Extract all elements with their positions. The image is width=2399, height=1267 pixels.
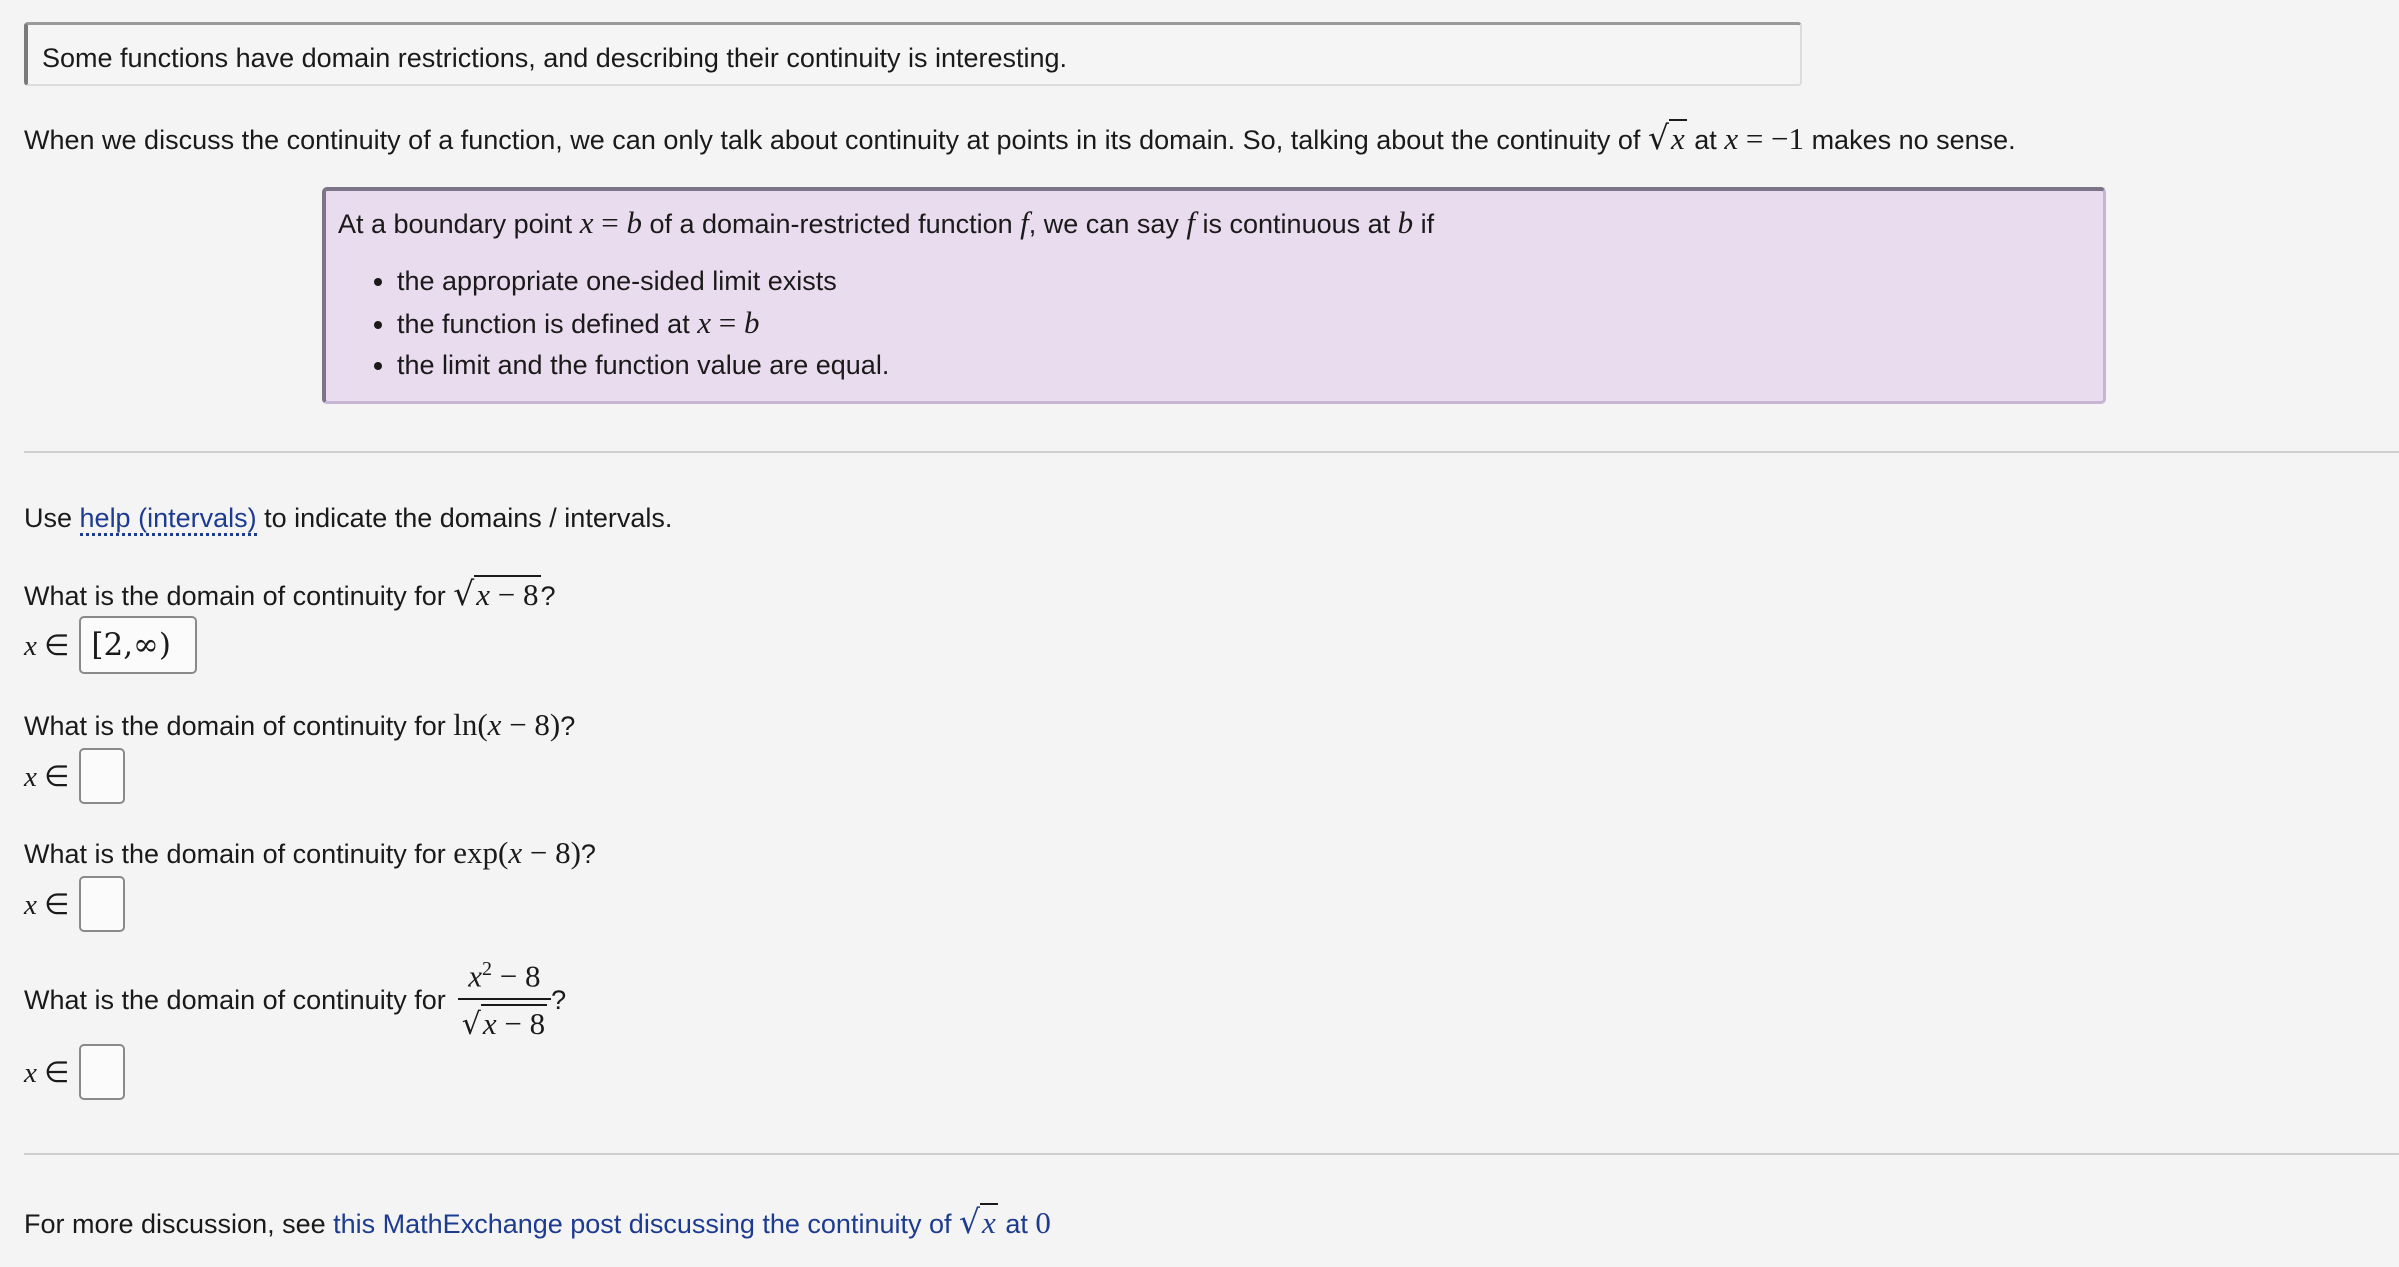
para1-text-c: makes no sense. <box>1811 125 2016 155</box>
list-item: • the appropriate one-sided limit exists <box>397 261 2103 302</box>
ln-math: ln(x − 8) <box>453 707 561 742</box>
question-1: What is the domain of continuity for √x − 8? <box>24 574 556 613</box>
question-4: What is the domain of continuity for $\frac{x^2 - 8}{√x - 8}$ ? <box>24 958 567 1043</box>
fraction-math: $\frac{x^2 - 8}{√x - 8}$ <box>458 958 551 1042</box>
def-text-3: , we can say <box>1028 209 1179 239</box>
help-intervals-link[interactable]: help (intervals) <box>80 503 257 536</box>
list-item: • the limit and the function value are equal. <box>397 345 2103 386</box>
answer-row-2 <box>24 748 125 804</box>
answer-row-1 <box>24 616 197 674</box>
intro-text: Some functions have domain restrictions, and describing their continuity is interesting. <box>42 43 1068 73</box>
sqrt-x-math: √x <box>1647 118 1685 157</box>
intro-box <box>24 22 1802 86</box>
definition-list <box>338 261 2103 386</box>
x-in-label: x ∈ <box>24 1056 70 1089</box>
mathexchange-link[interactable]: this MathExchange post discussing the continuity of √x at 0 <box>333 1202 1051 1241</box>
question-3: What is the domain of continuity for exp(x − 8)? <box>24 835 596 870</box>
x-in-label: x ∈ <box>24 629 70 662</box>
x-eq-b-math: x = b <box>697 305 760 340</box>
f-math: f <box>1020 205 1029 240</box>
use-help-line: Use help (intervals) to indicate the domains / intervals. <box>24 503 672 534</box>
definition-box <box>322 187 2106 404</box>
question-2: What is the domain of continuity for ln(x − 8)? <box>24 707 576 742</box>
para1-text-b: at <box>1694 125 1717 155</box>
divider <box>24 1153 2399 1155</box>
sqrt-x-minus-8-math: √x − 8 <box>453 574 539 613</box>
def-text-2: of a domain-restricted function <box>649 209 1013 239</box>
continuity-paragraph <box>24 118 2016 157</box>
x-in-label: x ∈ <box>24 760 70 793</box>
answer-input-2[interactable] <box>79 748 125 804</box>
answer-input-4[interactable] <box>79 1044 125 1100</box>
x-eq-b-math: x = b <box>579 205 642 240</box>
answer-input-1[interactable]: [2,∞) <box>79 616 197 674</box>
footer: For more discussion, see this MathExchange post discussing the continuity of √x at 0 <box>24 1202 1051 1241</box>
divider <box>24 451 2399 453</box>
x-in-label: x ∈ <box>24 888 70 921</box>
b-math: b <box>1397 205 1414 240</box>
definition-heading <box>338 205 2103 241</box>
answer-row-4 <box>24 1044 125 1100</box>
sqrt-x-math: √x <box>959 1202 996 1241</box>
list-item: • the function is defined at x = b <box>397 302 2103 345</box>
def-text-4: is continuous at <box>1202 209 1391 239</box>
exp-math: exp(x − 8) <box>453 835 581 870</box>
answer-row-3 <box>24 876 125 932</box>
def-text-5: if <box>1420 209 1435 239</box>
def-text-1: At a boundary point <box>338 209 573 239</box>
f-math-2: f <box>1186 205 1195 240</box>
para1-text-a: When we discuss the continuity of a function, we can only talk about continuity at points in its domain. So, talking about the continuity of <box>24 125 1641 155</box>
answer-input-3[interactable] <box>79 876 125 932</box>
x-eq-neg1-math: x = −1 <box>1724 121 1805 156</box>
